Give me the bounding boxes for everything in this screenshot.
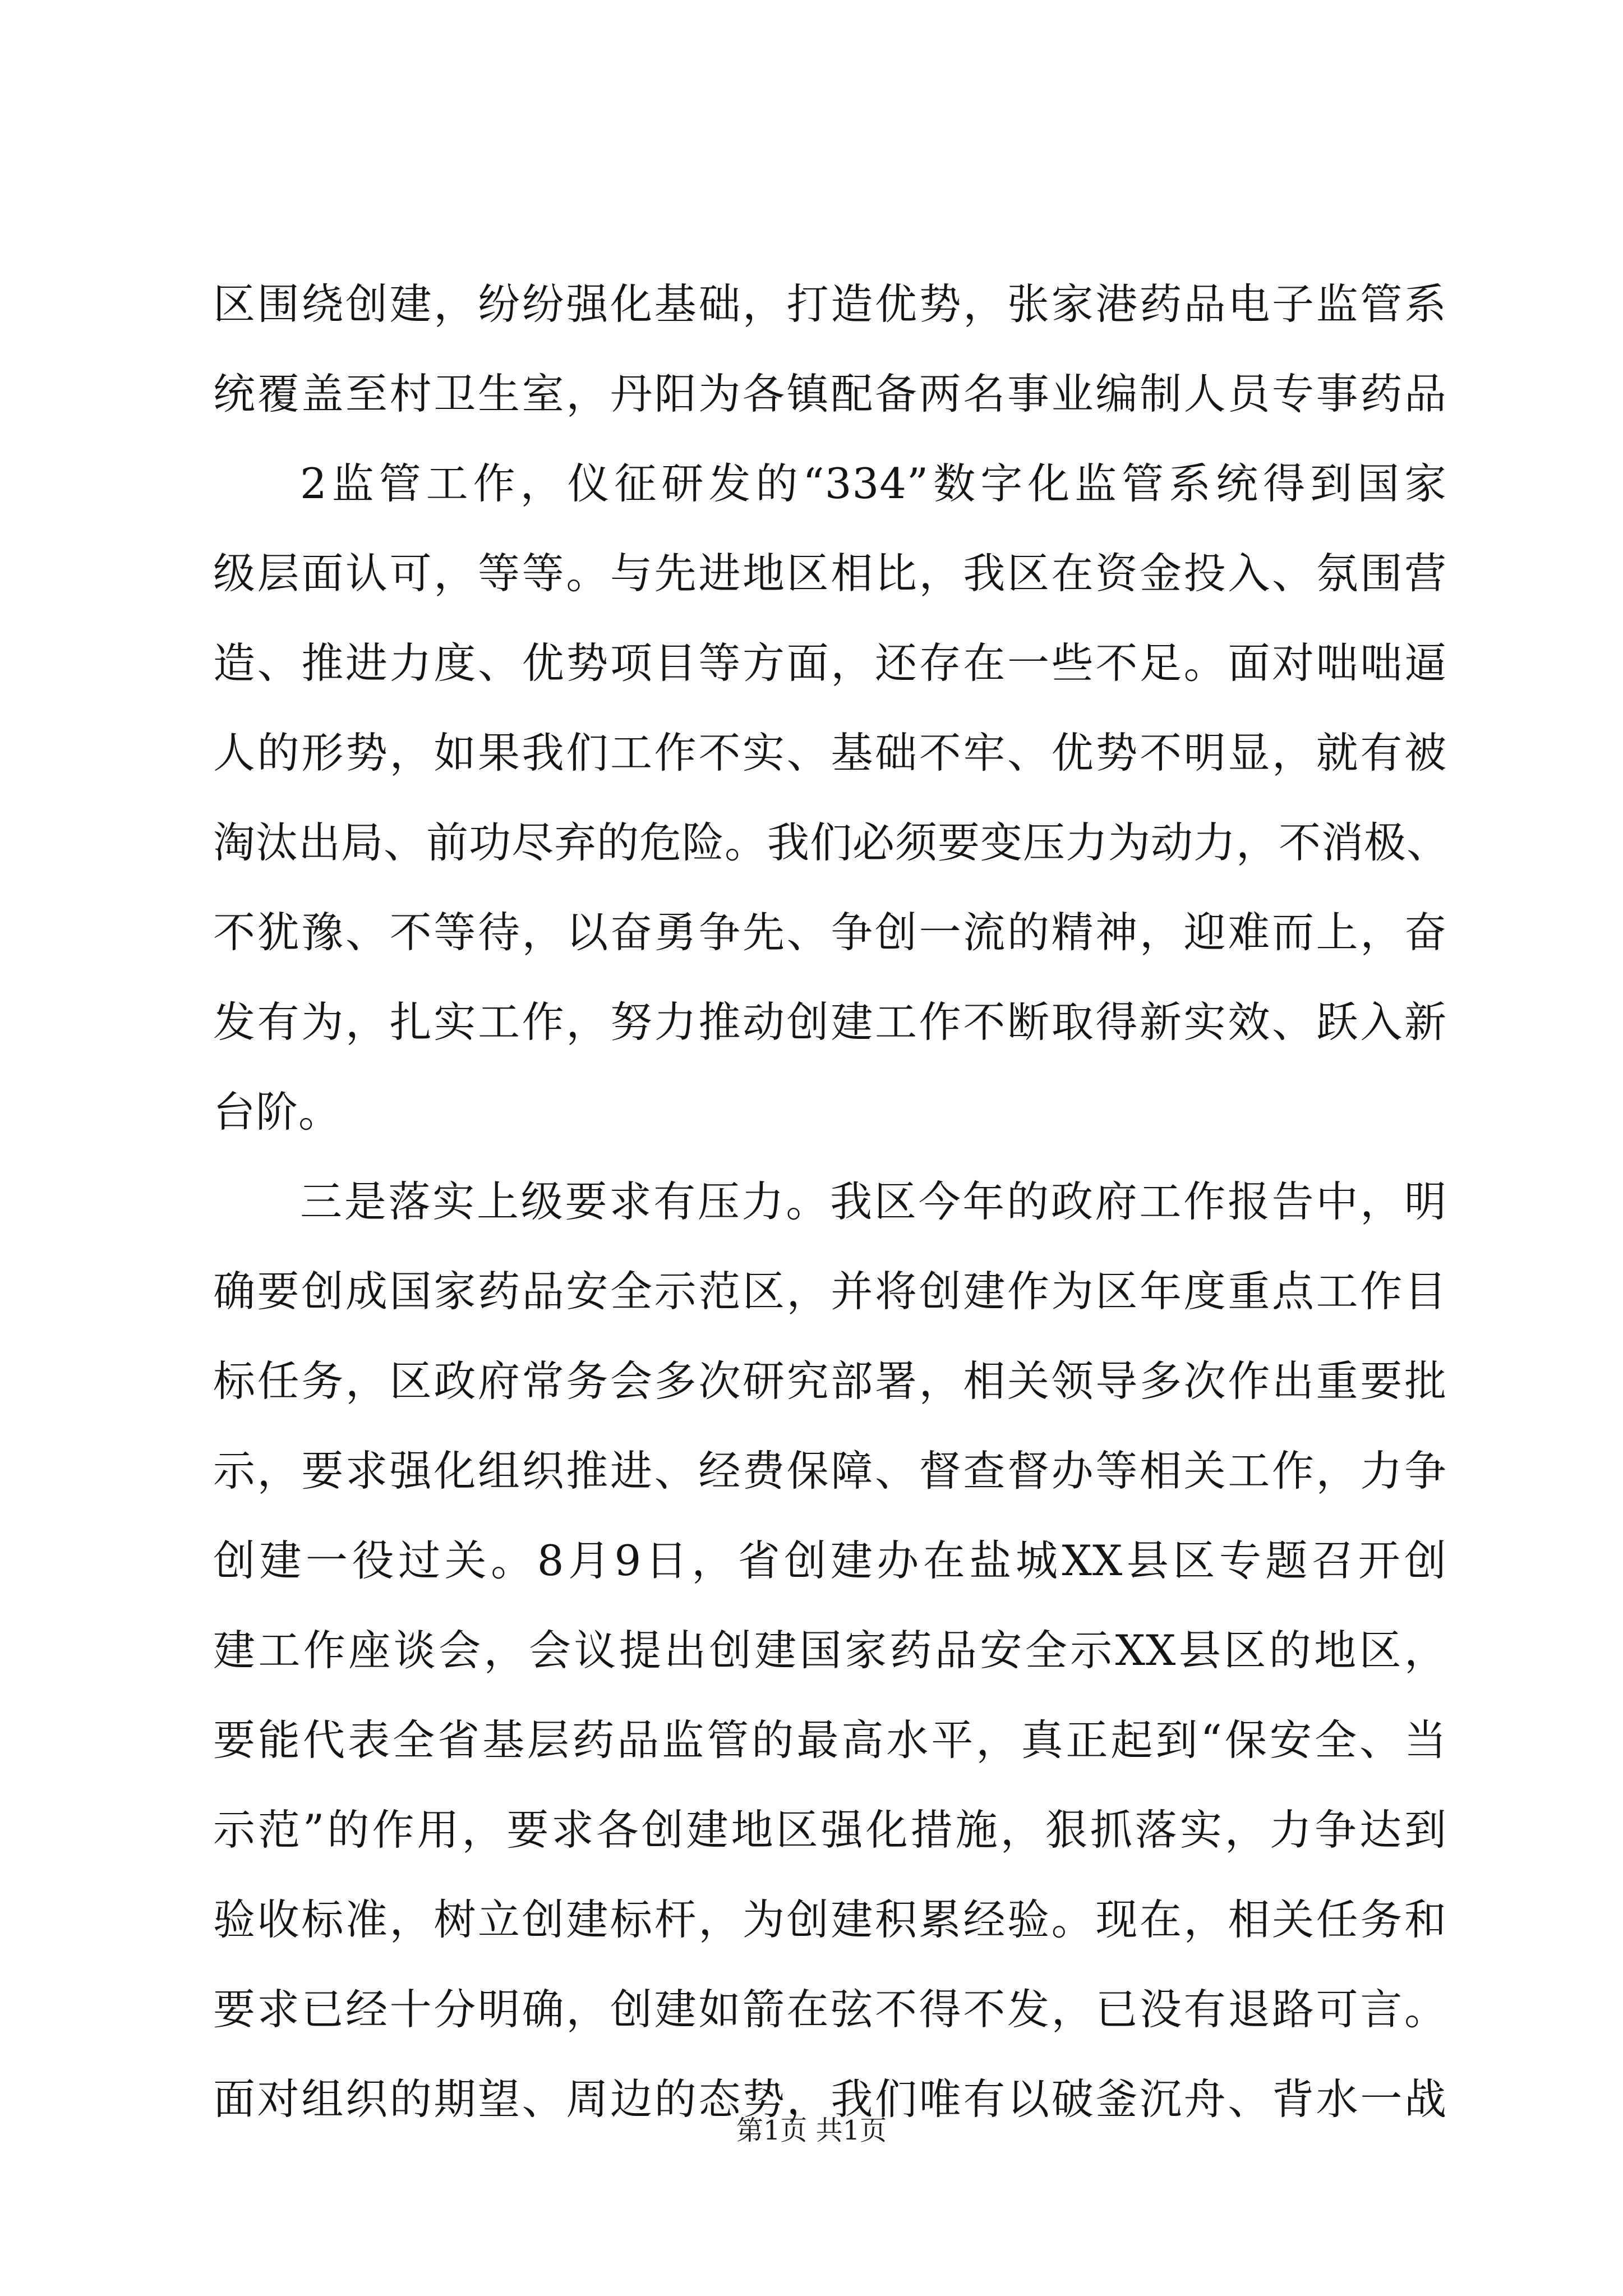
text-line: 造、推进力度、优势项目等方面，还存在一些不足。面对咄咄逼 xyxy=(213,638,1447,688)
text-line: 台阶。 xyxy=(213,1087,342,1137)
text-line: 发有为，扎实工作，努力推动创建工作不断取得新实效、跃入新 xyxy=(213,997,1447,1047)
text-line: 示范”的作用，要求各创建地区强化措施，狠抓落实，力争达到 xyxy=(213,1805,1447,1855)
text-line: 不犹豫、不等待，以奋勇争先、争创一流的精神，迎难而上，奋 xyxy=(213,908,1447,957)
text-line: 面对组织的期望、周边的态势，我们唯有以破釜沉舟、背水一战 xyxy=(213,2074,1447,2124)
text-line: 统覆盖至村卫生室，丹阳为各镇配备两名事业编制人员专事药品 xyxy=(213,369,1447,418)
text-line: 区围绕创建，纷纷强化基础，打造优势，张家港药品电子监管系 xyxy=(213,279,1447,329)
text-line: 创建一役过关。8月9日，省创建办在盐城XX县区专题召开创 xyxy=(213,1536,1447,1585)
text-line: 要求已经十分明确，创建如箭在弦不得不发，已没有退路可言。 xyxy=(213,1985,1447,2034)
text-line: 验收标准，树立创建标杆，为创建积累经验。现在，相关任务和 xyxy=(213,1895,1447,1944)
text-line: 标任务，区政府常务会多次研究部署，相关领导多次作出重要批 xyxy=(213,1356,1447,1406)
text-line: 建工作座谈会，会议提出创建国家药品安全示XX县区的地区， xyxy=(213,1626,1447,1675)
text-line: 确要创成国家药品安全示范区，并将创建作为区年度重点工作目 xyxy=(213,1267,1447,1316)
text-line: 示，要求强化组织推进、经费保障、督查督办等相关工作，力争 xyxy=(213,1446,1447,1496)
text-line: 2监管工作，仪征研发的“334”数字化监管系统得到国家 xyxy=(300,459,1447,508)
text-line: 人的形势，如果我们工作不实、基础不牢、优势不明显，就有被 xyxy=(213,728,1447,777)
page-footer: 第1页 共1页 xyxy=(736,2115,887,2146)
text-line: 要能代表全省基层药品监管的最高水平，真正起到“保安全、当 xyxy=(213,1715,1447,1765)
body-text xyxy=(213,259,1450,2144)
text-line: 淘汰出局、前功尽弃的危险。我们必须要变压力为动力，不消极、 xyxy=(213,818,1450,867)
text-line: 三是落实上级要求有压力。我区今年的政府工作报告中，明 xyxy=(300,1177,1447,1226)
text-line: 级层面认可，等等。与先进地区相比，我区在资金投入、氛围营 xyxy=(213,549,1447,598)
